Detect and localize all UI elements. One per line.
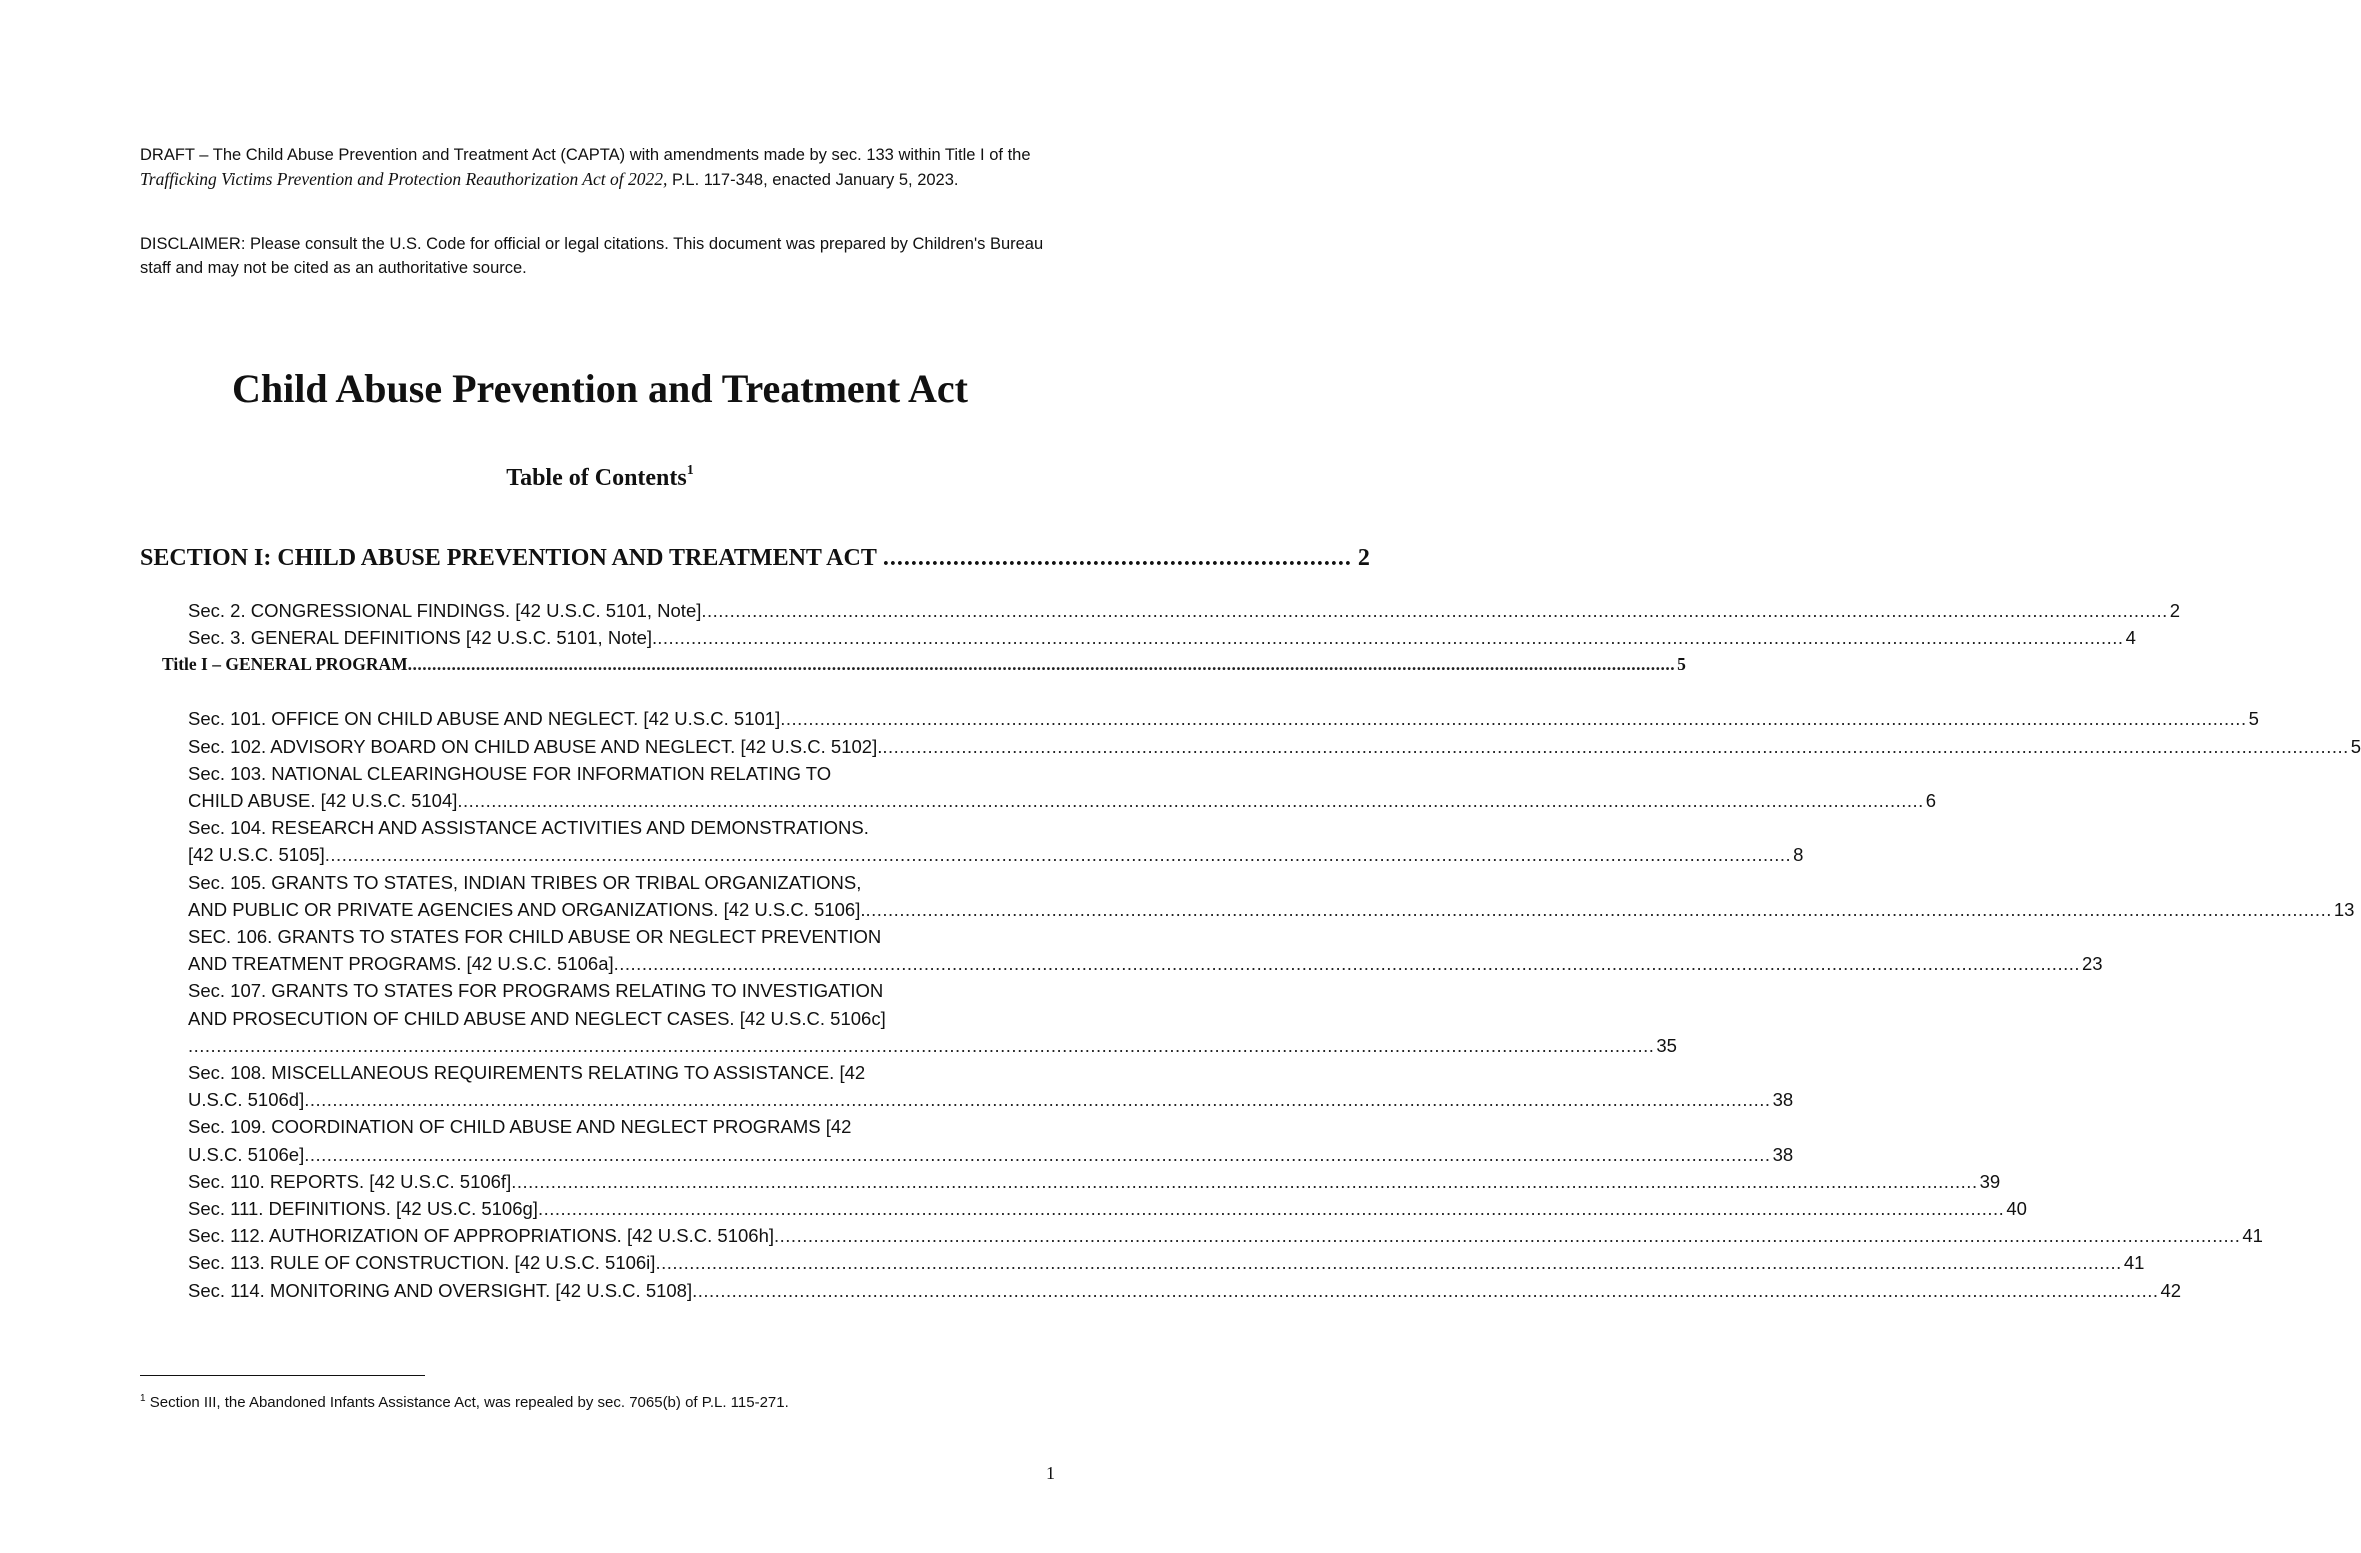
toc-entry-line [188, 841, 1804, 868]
dot-leader: .................................................................................................................................................................................................................................................................... [657, 627, 2124, 649]
toc-entry-line [188, 814, 1058, 841]
toc-page-number: 5 [2248, 708, 2259, 730]
toc-entry[interactable] [188, 624, 2136, 651]
toc-entry-line [162, 651, 1686, 678]
toc-entry-text: SEC. 106. GRANTS TO STATES FOR CHILD ABUSE OR NEGLECT PREVENTION [188, 926, 882, 948]
toc-page-number: 41 [2123, 1252, 2145, 1274]
dot-leader: .................................................................................................................................................................................................................................................................... [457, 790, 1924, 812]
dot-leader: .................................................................................................................................................................................................................................................................... [692, 1279, 2159, 1301]
dot-leader: .................................................................................................................................................................................................................................................................... [304, 1089, 1771, 1111]
footnote-marker: 1 [140, 1393, 146, 1404]
toc-entry-text: AND TREATMENT PROGRAMS. [42 U.S.C. 5106a] [188, 953, 614, 975]
toc-entry-text: Sec. 107. GRANTS TO STATES FOR PROGRAMS RELATING TO INVESTIGATION [188, 980, 884, 1002]
toc-heading [0, 462, 1200, 494]
toc-page-number: 5 [1677, 654, 1686, 675]
toc-entry-line [188, 923, 1058, 950]
toc-entry-line [188, 977, 1058, 1004]
toc-page-number: 38 [1772, 1089, 1794, 1111]
toc-entry-text: Title I – GENERAL PROGRAM [162, 654, 408, 675]
toc-page-number: 2 [2169, 600, 2181, 621]
toc-entry[interactable] [188, 1222, 2263, 1249]
toc-entry-line [188, 1168, 2001, 1195]
toc-entry-text: Sec. 2. CONGRESSIONAL FINDINGS. [42 U.S.C. 5101, Note] [188, 600, 702, 621]
toc-entry-text: Sec. 108. MISCELLANEOUS REQUIREMENTS RELATING TO ASSISTANCE. [42 [188, 1062, 866, 1084]
toc-entry[interactable] [188, 1059, 1794, 1113]
toc-entry[interactable] [188, 1249, 2145, 1276]
toc-entry[interactable] [188, 705, 2259, 732]
toc-entry-line [188, 869, 1058, 896]
toc-entry[interactable] [188, 923, 2103, 977]
toc-page-number: 35 [1656, 1034, 1677, 1056]
toc-entry-text: Sec. 111. DEFINITIONS. [42 US.C. 5106g] [188, 1198, 538, 1220]
toc-entry-line [188, 1032, 1677, 1059]
dot-leader: ................................................................... [882, 545, 1352, 571]
toc-entry[interactable] [188, 1113, 1794, 1167]
dot-leader: .................................................................................................................................................................................................................................................................... [407, 654, 1676, 675]
toc-entry-text: Sec. 3. GENERAL DEFINITIONS [42 U.S.C. 5101, Note]. [188, 627, 658, 649]
toc-entry-text: CHILD ABUSE. [42 U.S.C. 5104] [188, 790, 458, 812]
toc-title-entry[interactable] [162, 651, 1686, 678]
footnote-reference[interactable]: 1 [686, 463, 694, 478]
toc-page-number: 13 [2333, 898, 2355, 920]
dot-leader: .................................................................................................................................................................................................................................................................... [188, 1034, 1655, 1056]
toc-page-number: 8 [1793, 844, 1804, 866]
toc-entry-line [188, 1195, 2027, 1222]
toc-entry-text: Sec. 112. AUTHORIZATION OF APPROPRIATIONS. [42 U.S.C. 5106h] [188, 1225, 775, 1247]
document-title: Child Abuse Prevention and Treatment Act [232, 366, 968, 411]
toc-entry-line [188, 760, 1058, 787]
toc-entry[interactable] [188, 869, 2355, 923]
footnote-text: Section III, the Abandoned Infants Assistance Act, was repealed by sec. 7065(b) of P.L. 115-271. [145, 1394, 789, 1411]
act-name: Trafficking Victims Prevention and Protection Reauthorization Act of 2022, [140, 169, 668, 189]
dot-leader: .................................................................................................................................................................................................................................................................... [774, 1225, 2241, 1247]
draft-note [140, 143, 1060, 192]
toc-entry-text: AND PUBLIC OR PRIVATE AGENCIES AND ORGANIZATIONS. [42 U.S.C. 5106]. [188, 898, 866, 920]
toc-entry[interactable] [188, 1195, 2027, 1222]
toc-entry-line [188, 1113, 1058, 1140]
section-page-number: 2 [1357, 545, 1370, 571]
toc-page-number: 23 [2082, 953, 2103, 975]
toc-entry-text: AND PROSECUTION OF CHILD ABUSE AND NEGLECT CASES. [42 U.S.C. 5106c] [188, 1007, 886, 1029]
dot-leader: .................................................................................................................................................................................................................................................................... [304, 1143, 1771, 1165]
toc-entry-text: Sec. 114. MONITORING AND OVERSIGHT. [42 U.S.C. 5108] [188, 1279, 693, 1301]
toc-page-number: 42 [2160, 1279, 2182, 1301]
toc-entry-text: Sec. 101. OFFICE ON CHILD ABUSE AND NEGLECT. [42 U.S.C. 5101] [188, 708, 781, 730]
toc-page-number: 39 [1979, 1170, 2001, 1192]
disclaimer-note: DISCLAIMER: Please consult the U.S. Code for official or legal citations. This document was prepared by Children's Bureau staff and may not be cited as an authoritative source. [140, 235, 1044, 277]
toc-entry-line [188, 597, 2181, 624]
toc-page-number: 41 [2242, 1225, 2263, 1247]
toc-entry-text: [42 U.S.C. 5105] [188, 844, 325, 866]
toc-page-number: 6 [1925, 790, 1937, 812]
toc-entry-line [188, 896, 2355, 923]
toc-entry-text: Sec. 104. RESEARCH AND ASSISTANCE ACTIVITIES AND DEMONSTRATIONS. [188, 817, 869, 839]
footnote [140, 1389, 1060, 1413]
toc-heading-text: Table of Contents [506, 465, 687, 491]
dot-leader: .................................................................................................................................................................................................................................................................... [780, 708, 2247, 730]
toc-entry-line [188, 1222, 2263, 1249]
toc-section-heading[interactable] [140, 540, 1370, 576]
toc-entry-line [188, 1277, 2182, 1304]
draft-suffix: P.L. 117-348, enacted January 5, 2023. [667, 171, 959, 189]
toc-entry[interactable] [188, 733, 2361, 760]
toc-entry[interactable] [188, 1277, 2182, 1304]
dot-leader: .................................................................................................................................................................................................................................................................... [655, 1252, 2122, 1274]
dot-leader: .................................................................................................................................................................................................................................................................... [613, 953, 2080, 975]
toc-entry-text: Sec. 109. COORDINATION OF CHILD ABUSE AND NEGLECT PROGRAMS [42 [188, 1116, 852, 1138]
toc-entry[interactable] [188, 1168, 2001, 1195]
toc-entry-text: Sec. 102. ADVISORY BOARD ON CHILD ABUSE AND NEGLECT. [42 U.S.C. 5102]. [188, 735, 883, 757]
toc-page-number: 5 [2350, 735, 2361, 757]
toc-entry-text: Sec. 113. RULE OF CONSTRUCTION. [42 U.S.C. 5106i] [188, 1252, 656, 1274]
toc-entry-line [188, 1249, 2145, 1276]
toc-entry[interactable] [188, 814, 1804, 868]
footnote-separator [140, 1375, 425, 1376]
dot-leader: .................................................................................................................................................................................................................................................................... [511, 1170, 1978, 1192]
toc-entry[interactable] [188, 760, 1937, 814]
toc-entry-text: Sec. 103. NATIONAL CLEARINGHOUSE FOR INFORMATION RELATING TO [188, 762, 832, 784]
toc-entry-line [188, 1059, 1058, 1086]
dot-leader: .................................................................................................................................................................................................................................................................... [882, 735, 2349, 757]
draft-prefix: DRAFT – The Child Abuse Prevention and Treatment Act (CAPTA) with amendments made by sec. 133 within Title I of the [140, 146, 1031, 164]
toc-entry-line [188, 950, 2103, 977]
dot-leader: .................................................................................................................................................................................................................................................................... [537, 1198, 2005, 1220]
toc-entry[interactable] [188, 977, 1677, 1059]
toc-page-number: 4 [2125, 627, 2136, 649]
toc-list [162, 597, 2361, 1304]
toc-page-number: 38 [1772, 1143, 1794, 1165]
toc-entry-line [188, 733, 2361, 760]
toc-page-number: 40 [2006, 1198, 2027, 1220]
section-label: SECTION I: CHILD ABUSE PREVENTION AND TREATMENT ACT [140, 545, 877, 571]
toc-entry-text: U.S.C. 5106d] [188, 1089, 305, 1111]
dot-leader: .................................................................................................................................................................................................................................................................... [324, 844, 1792, 866]
toc-entry-text: Sec. 105. GRANTS TO STATES, INDIAN TRIBES OR TRIBAL ORGANIZATIONS, [188, 871, 862, 893]
toc-entry-line [188, 705, 2259, 732]
toc-entry-line [188, 624, 2136, 651]
dot-leader: .................................................................................................................................................................................................................................................................... [701, 600, 2168, 621]
dot-leader: .................................................................................................................................................................................................................................................................... [865, 898, 2332, 920]
toc-entry-line [188, 1005, 1058, 1032]
toc-entry-text: U.S.C. 5106e] [188, 1143, 305, 1165]
toc-entry-line [188, 787, 1937, 814]
toc-entry-text: Sec. 110. REPORTS. [42 U.S.C. 5106f] [188, 1170, 512, 1192]
page-number: 1 [1046, 1463, 1055, 1483]
toc-entry-line [188, 1141, 1794, 1168]
toc-entry-line [188, 1086, 1794, 1113]
toc-entry[interactable] [188, 597, 2181, 624]
